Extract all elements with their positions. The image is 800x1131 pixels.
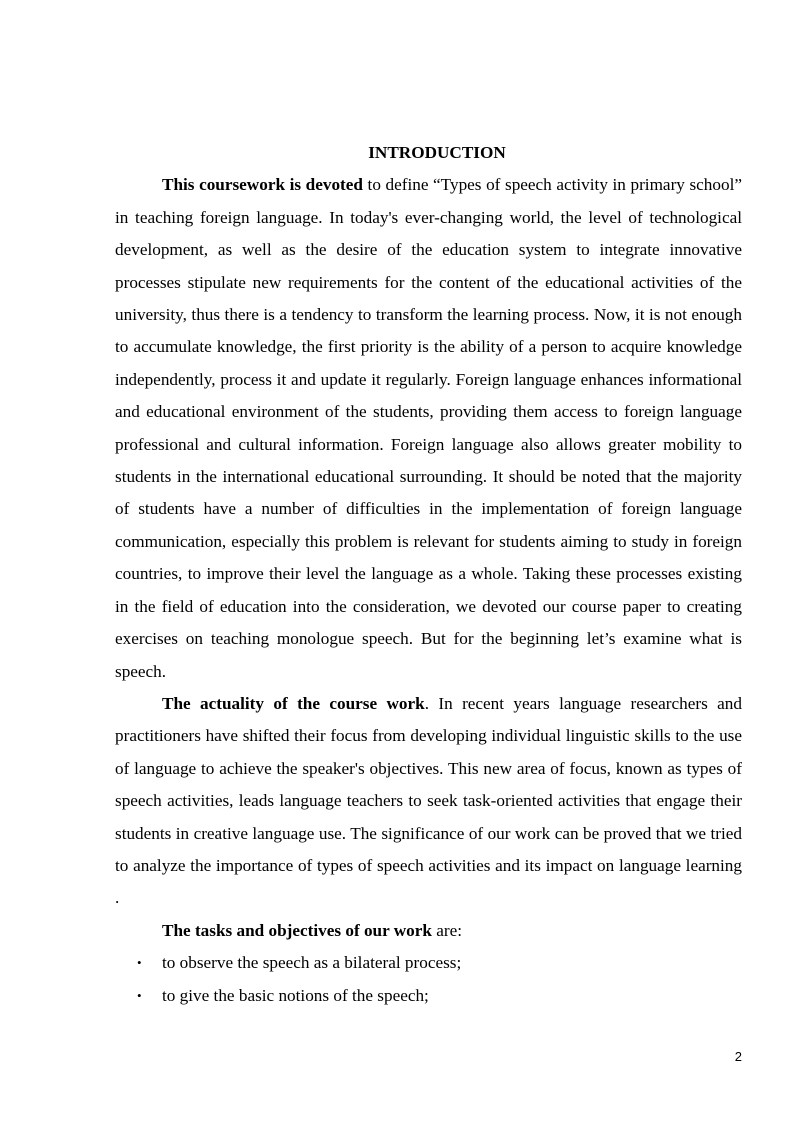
list-item-text: to observe the speech as a bilateral process; <box>162 953 462 973</box>
list-item-text: to give the basic notions of the speech; <box>162 985 429 1005</box>
paragraph-text: to define “Types of speech activity in primary school” in teaching foreign language. In today's ever-changing world, the level of technological development, as well as the desire of the education system to integrate innovative processes stipulate new requirements for the content of the educational activities of the university, thus there is a tendency to transform the learning process. Now, it is not enough to accumulate knowledge, the first priority is the ability of a person to acquire knowledge independently, process it and update it regularly. Foreign language enhances informational and educational environment of the students, providing them access to foreign language professional and cultural information. Foreign language also allows greater mobility to students in the international educational surrounding. It should be noted that the majority of students have a number of difficulties in the implementation of foreign language communication, especially this problem is relevant for students aiming to study in foreign countries, to improve their level the language as a whole. Taking these processes existing in the field of education into the consideration, we devoted our course paper to creating exercises on teaching monologue speech. But for the beginning let’s examine what is speech. <box>115 175 742 681</box>
section-heading: INTRODUCTION <box>368 143 506 162</box>
page-number: 2 <box>734 1049 742 1064</box>
paragraph-text: are: <box>431 920 462 940</box>
paragraph-lead: The actuality of the course work <box>162 693 425 713</box>
list-item <box>115 947 742 979</box>
list-item <box>115 980 742 1012</box>
paragraph-introduction <box>115 169 742 688</box>
paragraph-lead: This coursework is devoted <box>162 175 363 195</box>
paragraph-lead: The tasks and objectives of our work <box>162 920 432 940</box>
bullet-icon: • <box>137 987 142 1003</box>
page-content <box>115 137 742 1012</box>
tasks-list <box>115 947 742 1012</box>
bullet-icon: • <box>137 955 142 971</box>
paragraph-actuality <box>115 688 742 915</box>
paragraph-text: . In recent years language researchers and practitioners have shifted their focus from developing individual linguistic skills to the use of language to achieve the speaker's objectives. This new area of focus, known as types of speech activities, leads language teachers to seek task-oriented activities that engage their students in creative language use. The significance of our work can be proved that we tried to analyze the importance of types of speech activities and its impact on language learning . <box>115 693 742 908</box>
paragraph-tasks <box>115 915 742 947</box>
